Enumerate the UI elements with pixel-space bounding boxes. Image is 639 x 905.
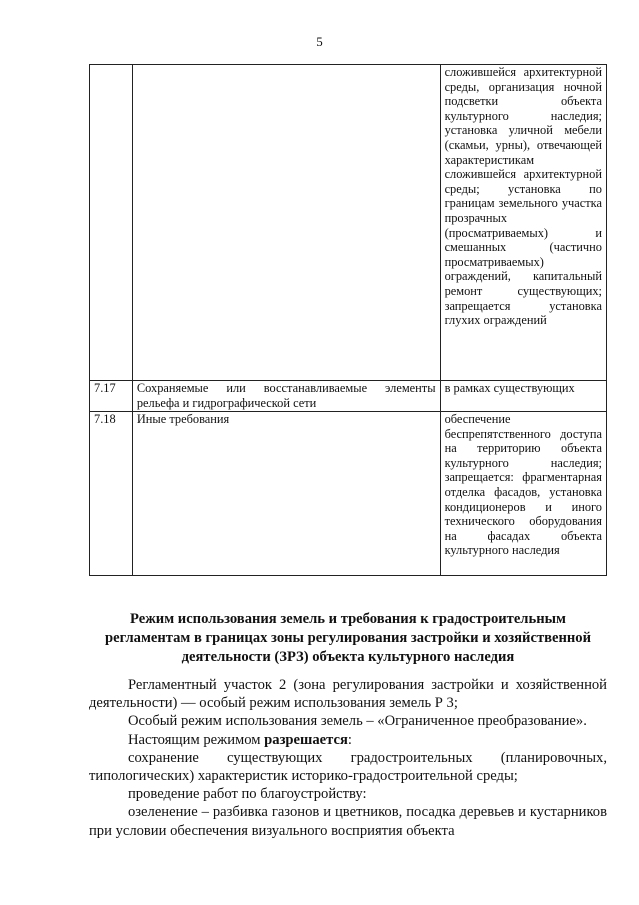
row-number-cell: 7.17 [90, 381, 133, 412]
requirement-text: обеспечение беспрепятственного доступа на территорию объекта культурного наследия; запрещается: фрагментарная отделка фасадов, установка кондиционеров и иного технического оборудования на фасадах объекта культурного наследия [444, 412, 602, 558]
requirement-text: сложившейся архитектурной среды, организация ночной подсветки объекта культурного наследия; установка уличной мебели (скамьи, урны), отвечающей характеристикам сложившейся архитектурной среды; установка по границам земельного участка прозрачных (просматриваемых) и смешанных (частично просматриваемых) ограждений, капитальный ремонт существующих; запрещается установка глухих ограждений [444, 65, 602, 328]
row-name-cell [132, 412, 440, 576]
requirement-text: в рамках существующих [444, 381, 575, 395]
row-number-cell: 7.18 [90, 412, 133, 576]
body-text [89, 676, 607, 840]
paragraph-text: : [347, 731, 352, 748]
row-requirement-cell [440, 412, 606, 576]
bold-text: разрешается [264, 731, 348, 748]
row-name-cell [132, 381, 440, 412]
page-number: 5 [316, 34, 323, 49]
table-row [90, 381, 607, 412]
paragraph: Особый режим использования земель – «Ограниченное преобразование». [128, 713, 587, 730]
row-number-cell [90, 65, 133, 381]
paragraph-text: Настоящим режимом [128, 731, 265, 748]
paragraph: Регламентный участок 2 (зона регулирования застройки и хозяйственной деятельности) — особый режим использования земель Р 3; [89, 677, 607, 712]
paragraph: проведение работ по благоустройству: [128, 786, 367, 803]
table-row [90, 65, 607, 381]
row-requirement-cell [440, 381, 606, 412]
row-name-text: Иные требования [136, 412, 230, 426]
paragraph [89, 731, 607, 749]
paragraph: озеленение – разбивка газонов и цветников, посадка деревьев и кустарников при условии обеспечения визуального восприятия объекта [89, 804, 607, 839]
row-requirement-cell [440, 65, 606, 381]
row-name-text: Сохраняемые или восстанавливаемые элементы рельефа и гидрографической сети [136, 381, 436, 410]
table-row [90, 412, 607, 576]
row-name-cell [132, 65, 440, 381]
paragraph: сохранение существующих градостроительных (планировочных, типологических) характеристик историко-градостроительной среды; [89, 749, 607, 785]
section-heading: Режим использования земель и требования к градостроительным регламентам в границах зоны регулирования застройки и хозяйственной деятельности (ЗРЗ) объекта культурного наследия [105, 611, 591, 665]
regulation-table [89, 64, 607, 576]
